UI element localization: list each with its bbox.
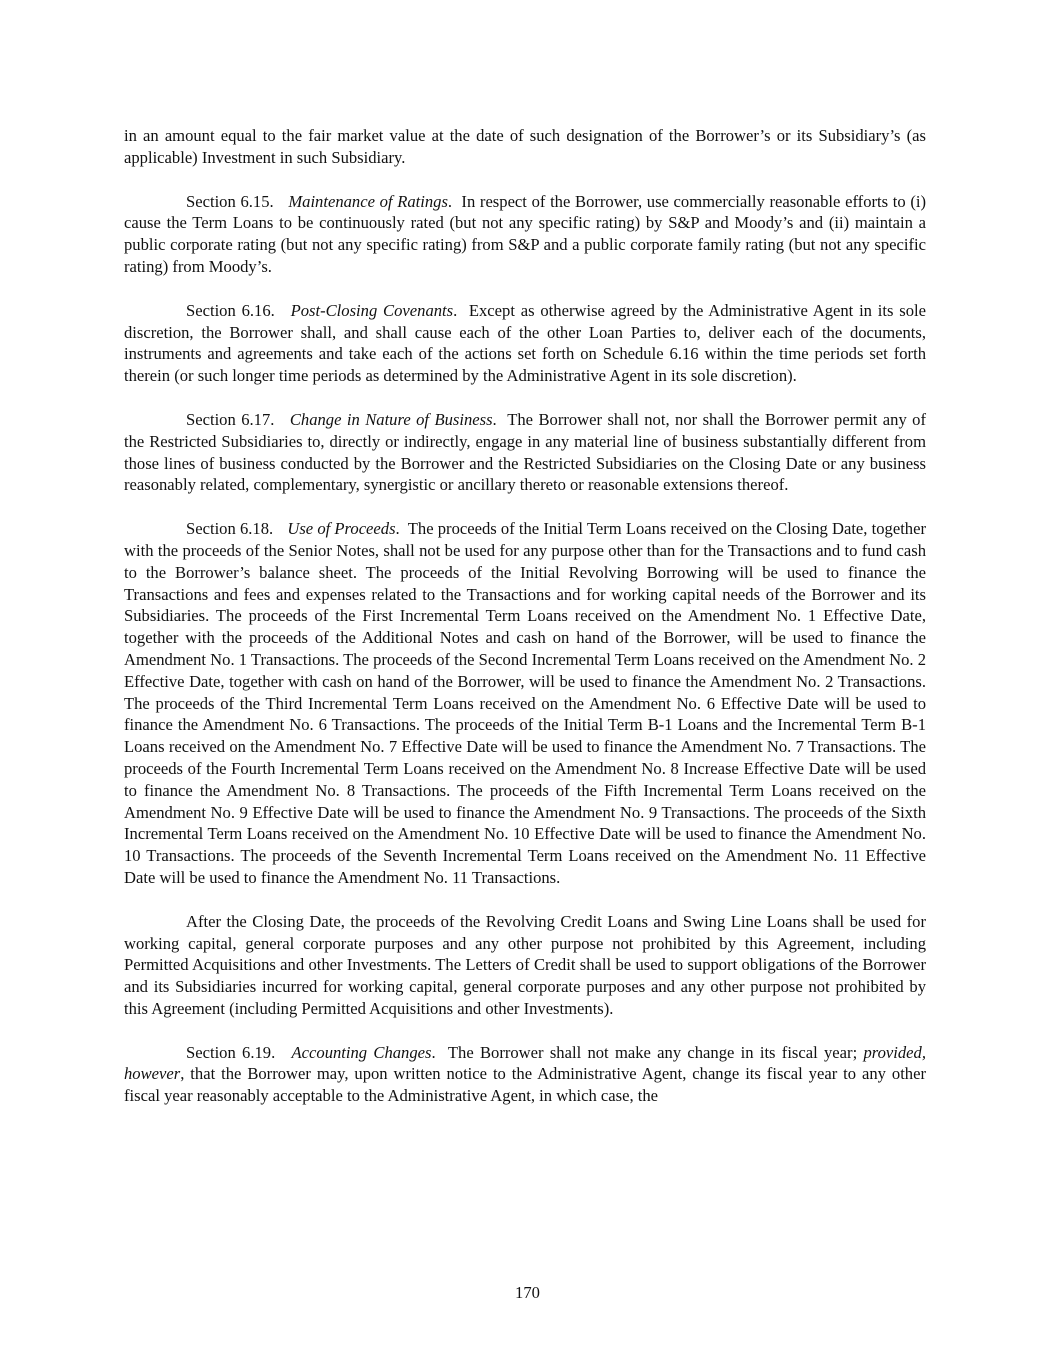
section-body: The Borrower shall not make any change in its fiscal year; [447, 1042, 858, 1062]
section-number: Section 6.18. [186, 519, 274, 539]
section-number: Section 6.16. [186, 300, 275, 320]
section-number: Section 6.15. [186, 191, 274, 211]
document-page [124, 125, 926, 1107]
section-body: The proceeds of the Initial Term Loans received on the Closing Date, together with the proceeds of the Senior Notes, shall not be used for any purpose other than for the Transactions and to fund cash to the Borrower’s balance sheet. The proceeds of the Initial Revolving Borrowing will be used to finance the Transactions and fees and expenses related to the Transactions and for working capital needs of the Borrower and its Subsidiaries. The proceeds of the First Incremental Term Loans received on the Amendment No. 1 Effective Date, together with the proceeds of the Additional Notes and cash on hand of the Borrower, will be used to finance the Amendment No. 1 Transactions. The proceeds of the Second Incremental Term Loans received on the Amendment No. 2 Effective Date, together with cash on hand of the Borrower, will be used to finance the Amendment No. 2 Transactions. The proceeds of the Third Incremental Term Loans received on the Amendment No. 6 Effective Date will be used to finance the Amendment No. 6 Transactions. The proceeds of the Initial Term B-1 Loans and the Incremental Term B-1 Loans received on the Amendment No. 7 Effective Date will be used to finance the Amendment No. 7 Transactions. The proceeds of the Fourth Incremental Term Loans received on the Amendment No. 8 Increase Effective Date will be used to finance the Amendment No. 8 Transactions. The proceeds of the Fifth Incremental Term Loans received on the Amendment No. 9 Effective Date will be used to finance the Amendment No. 9 Transactions. The proceeds of the Sixth Incremental Term Loans received on the Amendment No. 10 Effective Date will be used to finance the Amendment No. 10 Transactions. The proceeds of the Seventh Incremental Term Loans received on the Amendment No. 11 Effective Date will be used to finance the Amendment No. 11 Transactions. [124, 519, 926, 887]
page-number: 170 [515, 1283, 540, 1302]
paragraph-text: in an amount equal to the fair market value at the date of such designation of the Borrower’s or its Subsidiary’s (as applicable) Investment in such Subsidiary. [124, 126, 926, 167]
section-6-17: Section 6.17. Change in Nature of Business. The Borrower shall not, nor shall the Borrower permit any of the Restricted Subsidiaries to, directly or indirectly, engage in any material line of business substantially different from those lines of business conducted by the Borrower and the Restricted Subsidiaries on the Closing Date or any business reasonably related, complementary, synergistic or ancillary thereto or reasonable extensions thereof. [124, 409, 926, 495]
paragraph-continuation [124, 125, 926, 169]
section-title: Change in Nature of Business [289, 409, 493, 429]
section-number: Section 6.19. [186, 1042, 276, 1062]
proviso-text: provided, however [124, 1042, 926, 1084]
section-body: Except as otherwise agreed by the Administrative Agent in its sole discretion, the Borrower shall, and shall cause each of the other Loan Parties to, deliver each of the documents, instruments and agreements and take each of the actions set forth on Schedule 6.16 within the time periods set forth therein (or such longer time periods as determined by the Administrative Agent in its sole discretion). [124, 300, 926, 386]
section-number: Section 6.17. [186, 409, 275, 429]
paragraph-after-closing [124, 911, 926, 1020]
section-6-18: Section 6.18. Use of Proceeds. The proceeds of the Initial Term Loans received on the Closing Date, together with the proceeds of the Senior Notes, shall not be used for any purpose other than for the Transactions and to fund cash to the Borrower’s balance sheet. The proceeds of the Initial Revolving Borrowing will be used to finance the Transactions and fees and expenses related to the Transactions and for working capital needs of the Borrower and its Subsidiaries. The proceeds of the First Incremental Term Loans received on the Amendment No. 1 Effective Date, together with the proceeds of the Additional Notes and cash on hand of the Borrower, will be used to finance the Amendment No. 1 Transactions. The proceeds of the Second Incremental Term Loans received on the Amendment No. 2 Effective Date, together with cash on hand of the Borrower, will be used to finance the Amendment No. 2 Transactions. The proceeds of the Third Incremental Term Loans received on the Amendment No. 6 Effective Date will be used to finance the Amendment No. 6 Transactions. The proceeds of the Initial Term B-1 Loans and the Incremental Term B-1 Loans received on the Amendment No. 7 Effective Date will be used to finance the Amendment No. 7 Transactions. The proceeds of the Fourth Incremental Term Loans received on the Amendment No. 8 Increase Effective Date will be used to finance the Amendment No. 8 Transactions. The proceeds of the Fifth Incremental Term Loans received on the Amendment No. 9 Effective Date will be used to finance the Amendment No. 9 Transactions. The proceeds of the Sixth Incremental Term Loans received on the Amendment No. 10 Effective Date will be used to finance the Amendment No. 10 Transactions. The proceeds of the Seventh Incremental Term Loans received on the Amendment No. 11 Effective Date will be used to finance the Amendment No. 11 Transactions. [124, 519, 926, 887]
section-body-cont: , that the Borrower may, upon written notice to the Administrative Agent, change its fiscal year to any other fiscal year reasonably acceptable to the Administrative Agent, in which case, the [124, 1064, 926, 1106]
section-title: Use of Proceeds [287, 519, 396, 539]
section-body: The Borrower shall not, nor shall the Borrower permit any of the Restricted Subsidiaries to, directly or indirectly, engage in any material line of business substantially different from those lines of business conducted by the Borrower and the Restricted Subsidiaries on the Closing Date or any business reasonably related, complementary, synergistic or ancillary thereto or reasonable extensions thereof. [124, 409, 926, 495]
section-title: Maintenance of Ratings [288, 191, 448, 211]
section-title: Post-Closing Covenants [290, 300, 454, 320]
section-6-15: Section 6.15. Maintenance of Ratings. In respect of the Borrower, use commercially reasonable efforts to (i) cause the Term Loans to be continuously rated (but not any specific rating) by S&P and Moody’s and (ii) maintain a public corporate rating (but not any specific rating) from S&P and a public corporate family rating (but not any specific rating) from Moody’s. [124, 191, 927, 276]
paragraph-text: After the Closing Date, the proceeds of the Revolving Credit Loans and Swing Line Loans shall be used for working capital, general corporate purposes and any other purpose not prohibited by this Agreement, including Permitted Acquisitions and other Investments. The Letters of Credit shall be used to support obligations of the Borrower and its Subsidiaries incurred for working capital, general corporate purposes and any other purpose not prohibited by this Agreement (including Permitted Acquisitions and other Investments). [124, 911, 926, 1018]
section-body: In respect of the Borrower, use commercially reasonable efforts to (i) cause the Term Loans to be continuously rated (but not any specific rating) by S&P and Moody’s and (ii) maintain a public corporate rating (but not any specific rating) from S&P and a public corporate family rating (but not any specific rating) from Moody’s. [124, 191, 927, 276]
section-6-19: Section 6.19. Accounting Changes. The Borrower shall not make any change in its fiscal year; provided, however, that the Borrower may, upon written notice to the Administrative Agent, change its fiscal year to any other fiscal year reasonably acceptable to the Administrative Agent, in which case, the [124, 1042, 926, 1106]
section-title: Accounting Changes [291, 1042, 432, 1062]
section-6-16: Section 6.16. Post-Closing Covenants. Except as otherwise agreed by the Administrative Agent in its sole discretion, the Borrower shall, and shall cause each of the other Loan Parties to, deliver each of the documents, instruments and agreements and take each of the actions set forth on Schedule 6.16 within the time periods set forth therein (or such longer time periods as determined by the Administrative Agent in its sole discretion). [124, 300, 926, 386]
